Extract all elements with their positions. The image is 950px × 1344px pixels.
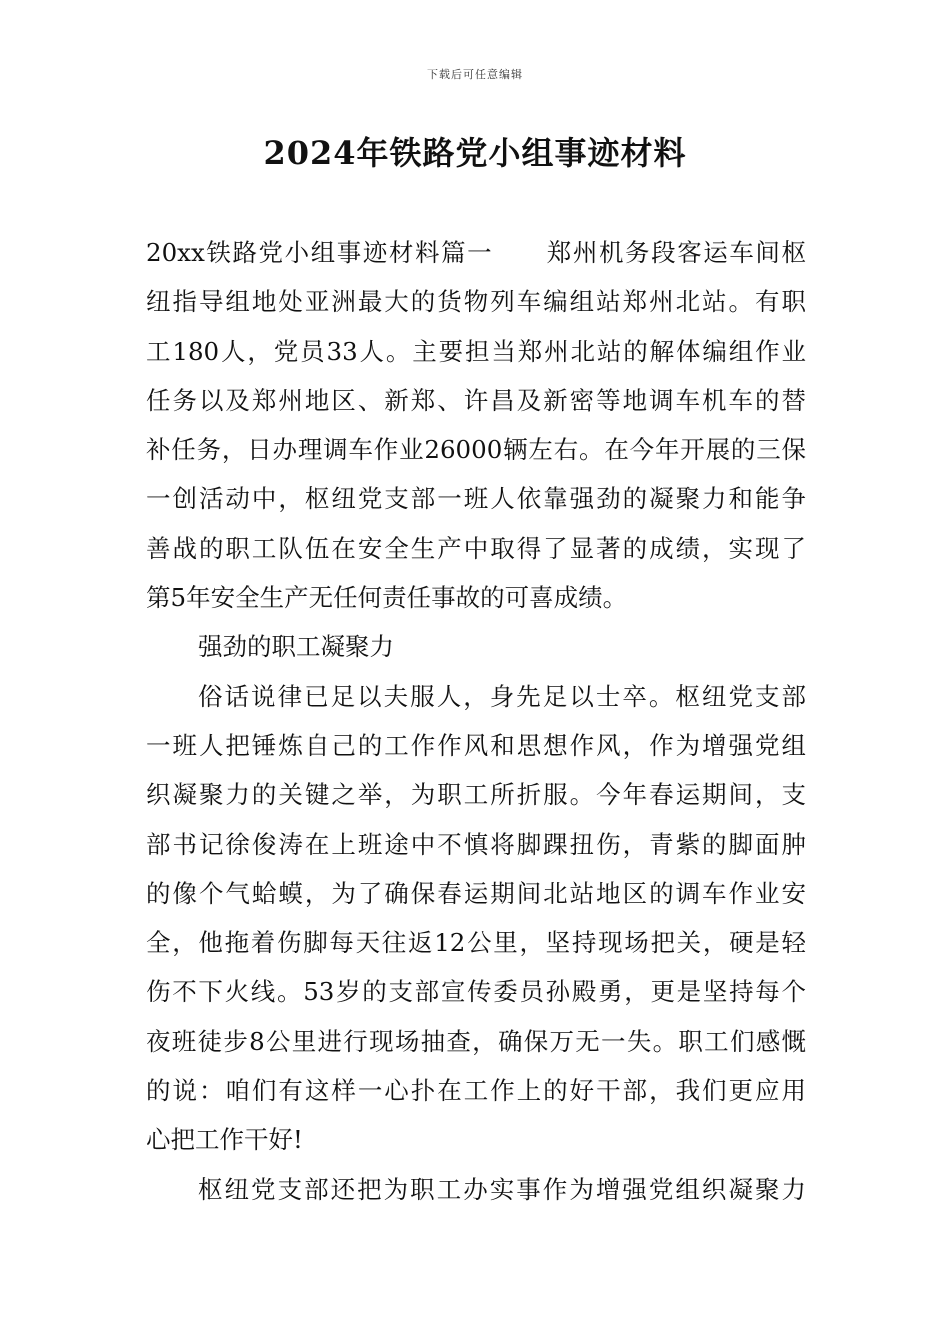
text-line: 夜班徒步8公里进行现场抽查，确保万无一失。职工们感慨 xyxy=(146,1026,806,1056)
document-body xyxy=(146,228,806,1214)
text-line: 第5年安全生产无任何责任事故的可喜成绩。 xyxy=(146,583,628,613)
text-line: 伤不下火线。53岁的支部宣传委员孙殿勇，更是坚持每个 xyxy=(146,977,806,1007)
document-title: 2024年铁路党小组事迹材料 xyxy=(263,134,687,172)
text-line: 心把工作干好! xyxy=(146,1125,303,1155)
text-line: 俗话说律已足以夫服人，身先足以士卒。枢纽党支部 xyxy=(198,681,806,711)
text-line: 纽指导组地处亚洲最大的货物列车编组站郑州北站。有职 xyxy=(146,287,806,317)
text-line: 任务以及郑州地区、新郑、许昌及新密等地调车机车的替 xyxy=(146,385,806,415)
subheading: 强劲的职工凝聚力 xyxy=(198,632,394,662)
text-line: 善战的职工队伍在安全生产中取得了显著的成绩，实现了 xyxy=(146,533,806,563)
header-note: 下载后可任意编辑 xyxy=(427,68,523,81)
text-line: 工180人，党员33人。主要担当郑州北站的解体编组作业 xyxy=(146,336,806,366)
text-run: 郑州机务段客运车间枢 xyxy=(545,238,807,267)
text-line: 的说：咱们有这样一心扑在工作上的好干部，我们更应用 xyxy=(146,1076,806,1106)
section-heading: 20xx铁路党小组事迹材料篇一 xyxy=(146,238,494,267)
text-line: 全，他拖着伤脚每天往返12公里，坚持现场把关，硬是轻 xyxy=(146,928,806,958)
text-line xyxy=(146,228,806,277)
text-line: 部书记徐俊涛在上班途中不慎将脚踝扭伤，青紫的脚面肿 xyxy=(146,829,806,859)
text-line: 一创活动中，枢纽党支部一班人依靠强劲的凝聚力和能争 xyxy=(146,484,806,514)
text-line: 补任务，日办理调车作业26000辆左右。在今年开展的三保 xyxy=(146,435,806,465)
text-line: 的像个气蛤蟆，为了确保春运期间北站地区的调车作业安 xyxy=(146,878,806,908)
text-line: 一班人把锤炼自己的工作作风和思想作风，作为增强党组 xyxy=(146,730,806,760)
text-line: 枢纽党支部还把为职工办实事作为增强党组织凝聚力 xyxy=(198,1174,806,1204)
text-line: 织凝聚力的关键之举，为职工所折服。今年春运期间，支 xyxy=(146,780,806,810)
